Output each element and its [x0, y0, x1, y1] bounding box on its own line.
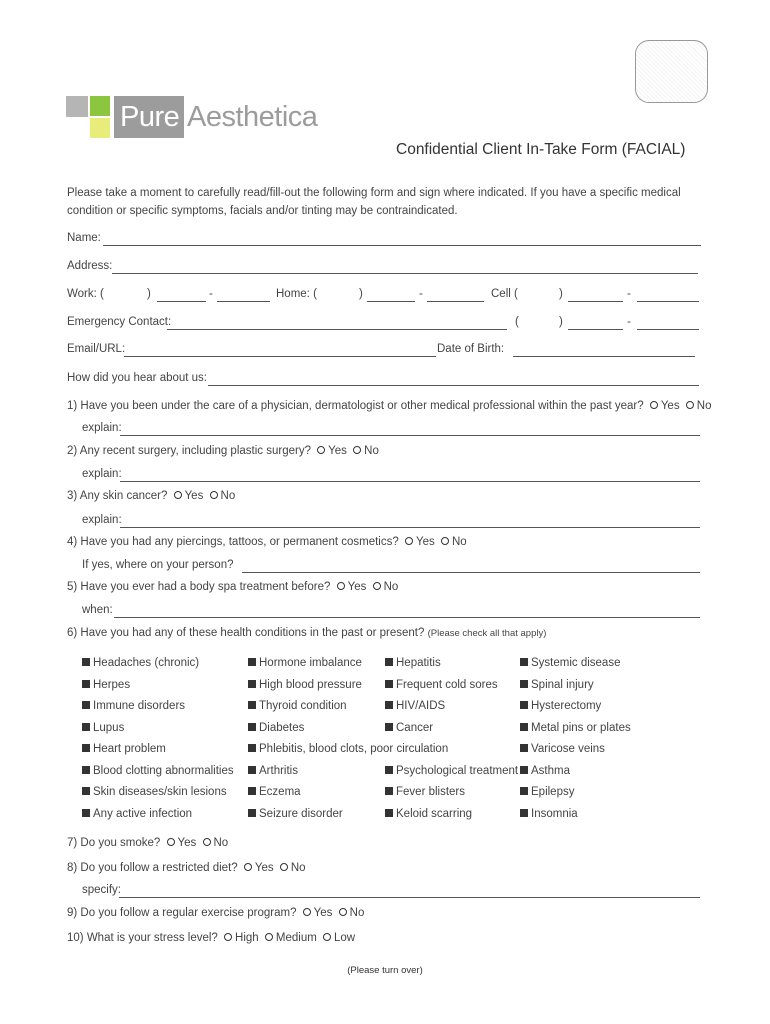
condition-item	[82, 765, 234, 777]
question-5-text: 5) Have you ever had a body spa treatment before?	[67, 581, 331, 593]
q3-no-label: No	[220, 490, 236, 502]
q4-sub-field[interactable]	[242, 572, 700, 573]
q4-yes-label: Yes	[415, 536, 435, 548]
condition-label: Diabetes	[259, 722, 305, 734]
q8-sub-label: specify:	[82, 884, 121, 896]
condition-checkbox[interactable]	[248, 809, 256, 817]
condition-item	[520, 786, 574, 798]
condition-item	[520, 679, 594, 691]
emergency-paren-open: (	[515, 316, 519, 328]
condition-label: Any active infection	[93, 808, 193, 820]
condition-label: Hysterectomy	[531, 700, 602, 712]
dob-field[interactable]	[513, 356, 695, 357]
q2-no-label: No	[364, 445, 379, 457]
condition-label: Hepatitis	[396, 657, 441, 669]
q5-yes-label: Yes	[347, 581, 367, 593]
condition-checkbox[interactable]	[248, 744, 256, 752]
q7-no-label: No	[213, 837, 229, 849]
condition-item	[248, 700, 347, 712]
q2-no-radio[interactable]	[353, 446, 361, 454]
condition-checkbox[interactable]	[248, 766, 256, 774]
condition-label: Headaches (chronic)	[93, 657, 200, 669]
condition-checkbox[interactable]	[82, 809, 90, 817]
photo-box	[635, 40, 708, 103]
q1-no-radio[interactable]	[686, 401, 694, 409]
condition-checkbox[interactable]	[82, 723, 90, 731]
condition-item	[248, 679, 362, 691]
home-paren-close: )	[359, 288, 363, 300]
q3-explain-field[interactable]	[120, 527, 700, 528]
question-6	[67, 627, 546, 639]
footer-note: (Please turn over)	[347, 965, 423, 976]
emergency-row	[67, 316, 703, 332]
condition-checkbox[interactable]	[248, 701, 256, 709]
question-4	[67, 536, 467, 548]
emergency-paren-close: )	[559, 316, 563, 328]
condition-label: Blood clotting abnormalities	[93, 765, 234, 777]
address-label: Address:	[67, 260, 113, 272]
q4-sub-label: If yes, where on your person?	[82, 559, 234, 571]
question-3	[67, 490, 235, 502]
condition-label: Insomnia	[531, 808, 578, 820]
address-field[interactable]	[112, 273, 698, 274]
dob-label: Date of Birth:	[437, 343, 505, 355]
condition-label: Keloid scarring	[396, 808, 473, 820]
condition-checkbox[interactable]	[520, 723, 528, 731]
condition-checkbox[interactable]	[82, 701, 90, 709]
q8-no-radio[interactable]	[280, 863, 288, 871]
condition-item	[520, 743, 605, 755]
condition-item	[385, 808, 472, 820]
question-9	[67, 907, 364, 919]
q10-high-radio[interactable]	[224, 933, 232, 941]
q3-yes-radio[interactable]	[174, 491, 182, 499]
question-7	[67, 837, 228, 849]
question-1-text: 1) Have you been under the care of a physician, dermatologist or other medical professional within the past year?	[67, 400, 644, 412]
emergency-dash: -	[627, 316, 631, 328]
condition-checkbox[interactable]	[385, 701, 393, 709]
condition-item	[82, 657, 199, 669]
name-label: Name:	[67, 232, 101, 244]
condition-checkbox[interactable]	[248, 658, 256, 666]
q4-yes-radio[interactable]	[405, 537, 413, 545]
q4-sub-row	[82, 559, 702, 575]
q7-yes-radio[interactable]	[167, 838, 175, 846]
condition-item	[385, 700, 445, 712]
condition-label: Skin diseases/skin lesions	[93, 786, 227, 798]
condition-label: Immune disorders	[93, 700, 186, 712]
q10-medium-radio[interactable]	[265, 933, 273, 941]
q1-no-label: No	[696, 400, 712, 412]
condition-checkbox[interactable]	[82, 744, 90, 752]
condition-checkbox[interactable]	[385, 723, 393, 731]
condition-label: Frequent cold sores	[396, 679, 498, 691]
condition-checkbox[interactable]	[82, 680, 90, 688]
condition-item	[385, 679, 498, 691]
q5-yes-radio[interactable]	[337, 582, 345, 590]
condition-checkbox[interactable]	[520, 766, 528, 774]
condition-item	[248, 786, 301, 798]
emergency-number-field[interactable]	[637, 329, 699, 330]
condition-checkbox[interactable]	[82, 787, 90, 795]
condition-item	[248, 808, 343, 820]
condition-label: HIV/AIDS	[396, 700, 446, 712]
q3-explain-row	[82, 514, 702, 530]
condition-item	[82, 808, 192, 820]
logo-pure-text: Pure	[114, 96, 184, 138]
question-7-text: 7) Do you smoke?	[67, 837, 161, 849]
condition-item	[82, 722, 124, 734]
condition-item	[82, 786, 227, 798]
q3-no-radio[interactable]	[210, 491, 218, 499]
condition-item	[520, 722, 631, 734]
emergency-prefix-field[interactable]	[568, 329, 623, 330]
condition-item	[248, 722, 304, 734]
work-paren-close: )	[147, 288, 151, 300]
hear-field[interactable]	[208, 385, 699, 386]
q10-high-label: High	[235, 932, 259, 944]
q7-yes-label: Yes	[177, 837, 197, 849]
logo-square-green	[90, 96, 110, 116]
q7-no-radio[interactable]	[203, 838, 211, 846]
condition-item	[248, 765, 298, 777]
home-label: Home: (	[276, 288, 317, 300]
condition-label: Herpes	[93, 679, 131, 691]
home-dash: -	[419, 288, 423, 300]
logo-aesthetica-text: Aesthetica	[187, 101, 318, 133]
question-8	[67, 862, 306, 874]
q8-yes-label: Yes	[254, 862, 274, 874]
condition-label: Arthritis	[259, 765, 298, 777]
emergency-name-field[interactable]	[167, 329, 507, 330]
work-label: Work: (	[67, 288, 104, 300]
q9-yes-label: Yes	[313, 907, 333, 919]
condition-checkbox[interactable]	[520, 701, 528, 709]
condition-label: Seizure disorder	[259, 808, 343, 820]
question-6-text: 6) Have you had any of these health conditions in the past or present?	[67, 627, 425, 639]
condition-item	[520, 808, 578, 820]
q1-explain-field[interactable]	[120, 435, 700, 436]
condition-item	[520, 765, 570, 777]
q1-explain-label: explain:	[82, 422, 122, 434]
q8-yes-radio[interactable]	[244, 863, 252, 871]
condition-checkbox[interactable]	[520, 787, 528, 795]
condition-label: High blood pressure	[259, 679, 362, 691]
condition-label: Eczema	[259, 786, 301, 798]
condition-checkbox[interactable]	[248, 787, 256, 795]
q8-sub-row	[82, 884, 702, 900]
condition-item	[520, 700, 601, 712]
q2-explain-row	[82, 468, 702, 484]
question-9-text: 9) Do you follow a regular exercise program?	[67, 907, 297, 919]
q5-sub-row	[82, 604, 702, 620]
name-field[interactable]	[103, 245, 701, 246]
q9-yes-radio[interactable]	[303, 908, 311, 916]
question-3-text: 3) Any skin cancer?	[67, 490, 168, 502]
q4-no-radio[interactable]	[441, 537, 449, 545]
condition-checkbox[interactable]	[385, 766, 393, 774]
condition-checkbox[interactable]	[520, 809, 528, 817]
q1-yes-radio[interactable]	[650, 401, 658, 409]
condition-item	[248, 657, 362, 669]
q4-no-label: No	[451, 536, 467, 548]
condition-item	[82, 743, 166, 755]
home-number-field[interactable]	[427, 301, 484, 302]
phone-row	[67, 288, 703, 304]
condition-checkbox[interactable]	[385, 680, 393, 688]
condition-item	[385, 722, 433, 734]
q8-sub-field[interactable]	[119, 897, 700, 898]
condition-checkbox[interactable]	[385, 809, 393, 817]
q5-no-label: No	[383, 581, 399, 593]
condition-checkbox[interactable]	[520, 658, 528, 666]
email-row	[67, 343, 703, 359]
condition-label: Epilepsy	[531, 786, 575, 798]
condition-label: Systemic disease	[531, 657, 621, 669]
home-prefix-field[interactable]	[367, 301, 415, 302]
condition-checkbox[interactable]	[385, 658, 393, 666]
hear-row	[67, 372, 703, 388]
hear-label: How did you hear about us:	[67, 372, 208, 384]
logo-square-gray	[66, 96, 88, 117]
condition-label: Asthma	[531, 765, 570, 777]
work-prefix-field[interactable]	[157, 301, 206, 302]
name-row	[67, 232, 703, 248]
condition-label: Spinal injury	[531, 679, 594, 691]
condition-checkbox[interactable]	[520, 744, 528, 752]
question-8-text: 8) Do you follow a restricted diet?	[67, 862, 238, 874]
condition-checkbox[interactable]	[248, 680, 256, 688]
q9-no-radio[interactable]	[339, 908, 347, 916]
question-4-text: 4) Have you had any piercings, tattoos, or permanent cosmetics?	[67, 536, 399, 548]
q2-yes-radio[interactable]	[317, 446, 325, 454]
condition-label: Hormone imbalance	[259, 657, 362, 669]
q8-no-label: No	[290, 862, 306, 874]
q3-explain-label: explain:	[82, 514, 122, 526]
q2-explain-field[interactable]	[120, 481, 700, 482]
q5-sub-label: when:	[82, 604, 113, 616]
q10-low-label: Low	[334, 932, 356, 944]
address-row	[67, 260, 703, 276]
condition-item	[248, 743, 448, 755]
question-2-text: 2) Any recent surgery, including plastic surgery?	[67, 445, 311, 457]
condition-label: Heart problem	[93, 743, 166, 755]
condition-checkbox[interactable]	[82, 658, 90, 666]
q5-no-radio[interactable]	[373, 582, 381, 590]
logo-square-yellow	[90, 118, 110, 138]
q5-sub-field[interactable]	[114, 617, 700, 618]
condition-label: Phlebitis, blood clots, poor circulation	[259, 743, 449, 755]
condition-label: Lupus	[93, 722, 125, 734]
question-6-note: (Please check all that apply)	[427, 628, 547, 639]
q2-yes-label: Yes	[328, 445, 347, 457]
condition-checkbox[interactable]	[248, 723, 256, 731]
condition-label: Fever blisters	[396, 786, 466, 798]
q9-no-label: No	[349, 907, 365, 919]
q10-medium-label: Medium	[275, 932, 317, 944]
work-number-field[interactable]	[217, 301, 270, 302]
condition-label: Varicose veins	[531, 743, 605, 755]
form-title: Confidential Client In-Take Form (FACIAL)	[396, 141, 686, 158]
condition-label: Psychological treatment	[396, 765, 519, 777]
question-10	[67, 932, 355, 944]
q3-yes-label: Yes	[184, 490, 204, 502]
q1-yes-label: Yes	[660, 400, 680, 412]
intro-text: Please take a moment to carefully read/fill-out the following form and sign where indicated. If you have a specific medical condition or specific symptoms, facials and/or tinting may be contraindicated.	[67, 187, 681, 217]
cell-prefix-field[interactable]	[568, 301, 623, 302]
cell-dash: -	[627, 288, 631, 300]
condition-checkbox[interactable]	[82, 766, 90, 774]
cell-paren-close: )	[559, 288, 563, 300]
condition-item	[82, 679, 130, 691]
cell-number-field[interactable]	[637, 301, 699, 302]
condition-label: Cancer	[396, 722, 434, 734]
condition-item	[520, 657, 620, 669]
work-dash: -	[209, 288, 213, 300]
condition-item	[385, 765, 518, 777]
condition-item	[385, 786, 465, 798]
email-field[interactable]	[124, 356, 436, 357]
condition-item	[385, 657, 441, 669]
emergency-label: Emergency Contact:	[67, 316, 172, 328]
condition-label: Thyroid condition	[259, 700, 347, 712]
question-1	[67, 400, 711, 412]
question-10-text: 10) What is your stress level?	[67, 932, 218, 944]
question-5	[67, 581, 398, 593]
q10-low-radio[interactable]	[323, 933, 331, 941]
q2-explain-label: explain:	[82, 468, 122, 480]
cell-label: Cell (	[491, 288, 518, 300]
q1-explain-row	[82, 422, 702, 438]
question-2	[67, 445, 379, 457]
email-label: Email/URL:	[67, 343, 126, 355]
condition-checkbox[interactable]	[520, 680, 528, 688]
condition-item	[82, 700, 185, 712]
condition-checkbox[interactable]	[385, 787, 393, 795]
condition-label: Metal pins or plates	[531, 722, 631, 734]
